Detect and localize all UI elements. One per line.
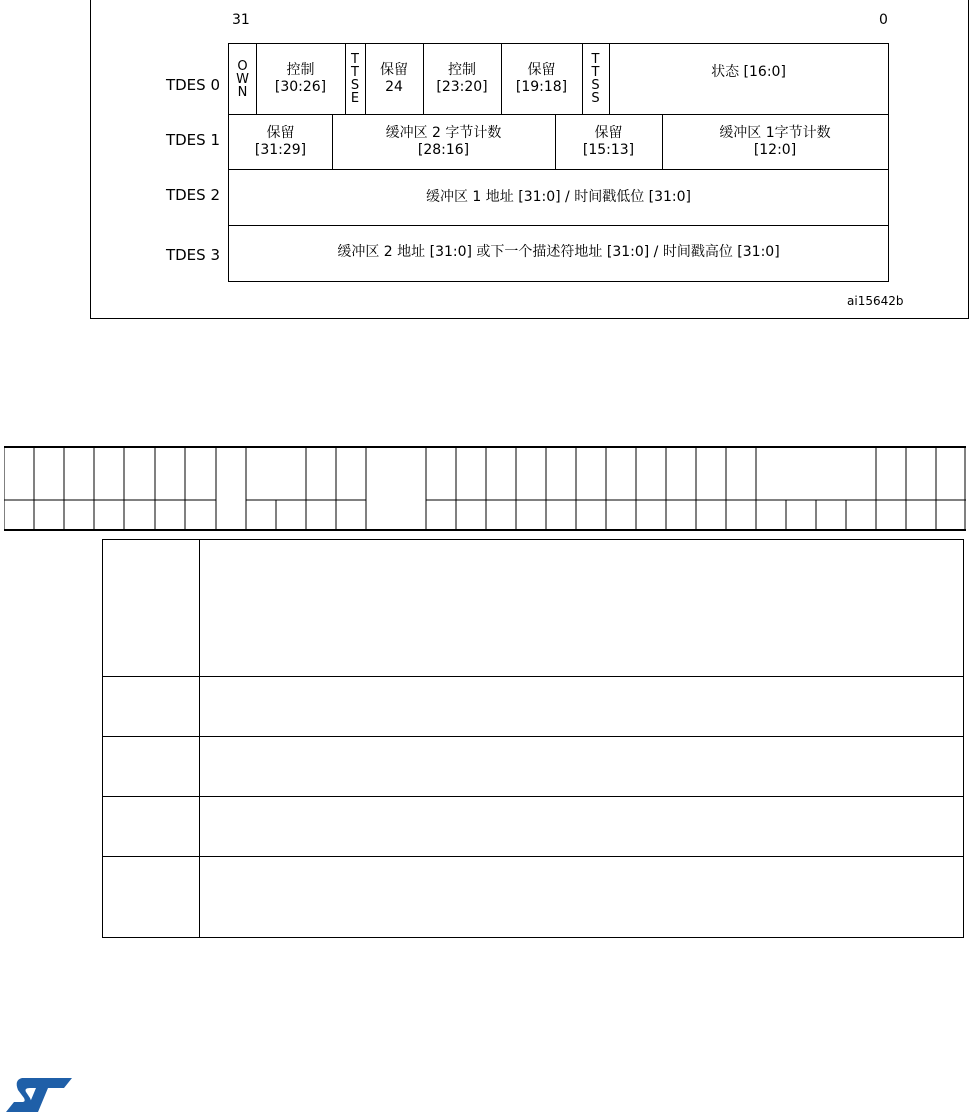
control-30-26-cell: 控制 [30:26] (274, 62, 327, 95)
own-bit-cell: O W N (236, 58, 249, 100)
buffer1-address-cell: 缓冲区 1 地址 [31:0] / 时间戳低位 [31:0] (425, 188, 692, 205)
row-label-tdes3: TDES 3 (165, 246, 220, 264)
description-table-row-divider (103, 796, 963, 797)
buffer2-byte-count-cell: 缓冲区 2 字节计数 [28:16] (385, 124, 502, 158)
status-cell: 状态 [16:0] (711, 64, 786, 80)
reserved-19-18-cell: 保留 [19:18] (515, 62, 568, 95)
buffer1-byte-count-cell: 缓冲区 1字节计数 [12:0] (719, 124, 831, 158)
figure-id: ai15642b (847, 294, 904, 308)
row-label-tdes1: TDES 1 (165, 131, 220, 149)
ttse-bit-cell: T T S E (350, 52, 360, 106)
reserved-15-13-cell: 保留 [15:13] (582, 124, 635, 158)
bit-high-label: 31 (232, 12, 250, 28)
bit-low-label: 0 (879, 12, 888, 28)
description-table-column-divider (199, 540, 200, 937)
description-table-row-divider (103, 676, 963, 677)
reserved-24-cell: 保留 24 (380, 62, 408, 95)
ttss-bit-cell: T T S S (591, 52, 600, 106)
descriptor-grid (228, 43, 889, 282)
st-logo-icon (4, 1074, 74, 1114)
reserved-31-29-cell: 保留 [31:29] (254, 124, 307, 158)
description-table (102, 539, 964, 938)
description-table-row-divider (103, 856, 963, 857)
row-label-tdes2: TDES 2 (165, 186, 220, 204)
description-table-row-divider (103, 736, 963, 737)
control-23-20-cell: 控制 [23:20] (436, 62, 488, 95)
row-label-tdes0: TDES 0 (165, 76, 220, 94)
buffer2-address-cell: 缓冲区 2 地址 [31:0] 或下一个描述符地址 [31:0] / 时间戳高位 [31:0] (337, 244, 780, 260)
bit-field-register-grid (4, 446, 966, 532)
register-grid-lines (4, 446, 966, 532)
